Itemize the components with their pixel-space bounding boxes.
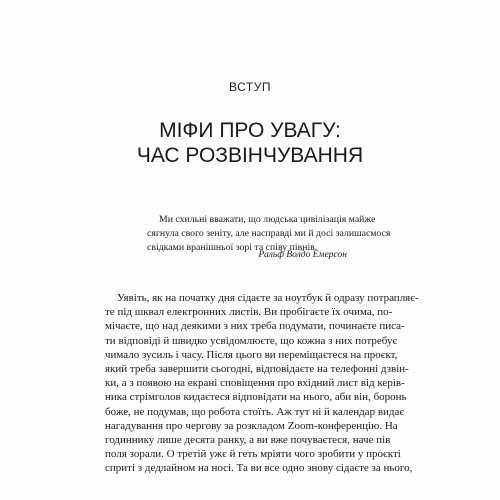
body-line: поля зорали. О третій ужє й геть мріяти чого зробити у проєкті bbox=[105, 448, 401, 461]
body-line: Уявіть, як на початку дня сідаєте за ноутбук й одразу потрапляє- bbox=[117, 292, 419, 304]
body-line: ти відповіді й швидко усвідомлюєте, що кожна з них потребує bbox=[105, 334, 398, 347]
epigraph-line: Ми схильні вважати, що людська цивілізація майже bbox=[159, 214, 376, 225]
chapter-title-line-1: МІФИ ПРО УВАГУ: bbox=[159, 119, 341, 142]
body-line: те під шквал електронних листів. Ви пробігаєте їх очима, по- bbox=[105, 306, 393, 319]
body-line: ки, а з появою на екрані сповіщення про вхідний лист від керів- bbox=[105, 377, 405, 390]
body-line: годиннику лише десята ранку, а ви вже почуваєтеся, наче пів bbox=[105, 433, 391, 446]
epigraph-line: сягнула свого зеніту, але насправді ми й досі залишаємося bbox=[147, 228, 391, 239]
chapter-title-line-2: ЧАС РОЗВІНЧУВАННЯ bbox=[136, 144, 364, 167]
epigraph bbox=[147, 213, 391, 255]
epigraph-attribution: Ральф Волдо Емерсон bbox=[258, 250, 347, 260]
epigraph-line: свідками вранішньої зорі та співу півнів. bbox=[147, 242, 318, 253]
body-line: сприті з дедлайном на носі. Та ви все одно знову сідаєте за нього, bbox=[105, 462, 413, 475]
body-line: мічаєте, що над деякими з них треба подумати, починаєте писа- bbox=[105, 320, 405, 333]
chapter-title bbox=[0, 118, 500, 168]
body-line: ника стрімголов кидаєтеся відповідати на нього, аби він, боронь bbox=[105, 391, 407, 404]
body-line: боже, не подумав, що робота стоїть. Аж тут ні й календар видає bbox=[105, 405, 405, 418]
body-line: який треба завершити сьогодні, відповідаєте на телефонні дзвін- bbox=[105, 362, 409, 375]
section-label: ВСТУП bbox=[229, 80, 271, 94]
body-line: чимало зусиль і часу. Після цього ви переміщаєтеся на проєкт, bbox=[105, 348, 398, 361]
body-line: нагадування про чергову за розкладом Zoom-конференцію. На bbox=[105, 419, 398, 432]
body-paragraph bbox=[105, 291, 419, 475]
